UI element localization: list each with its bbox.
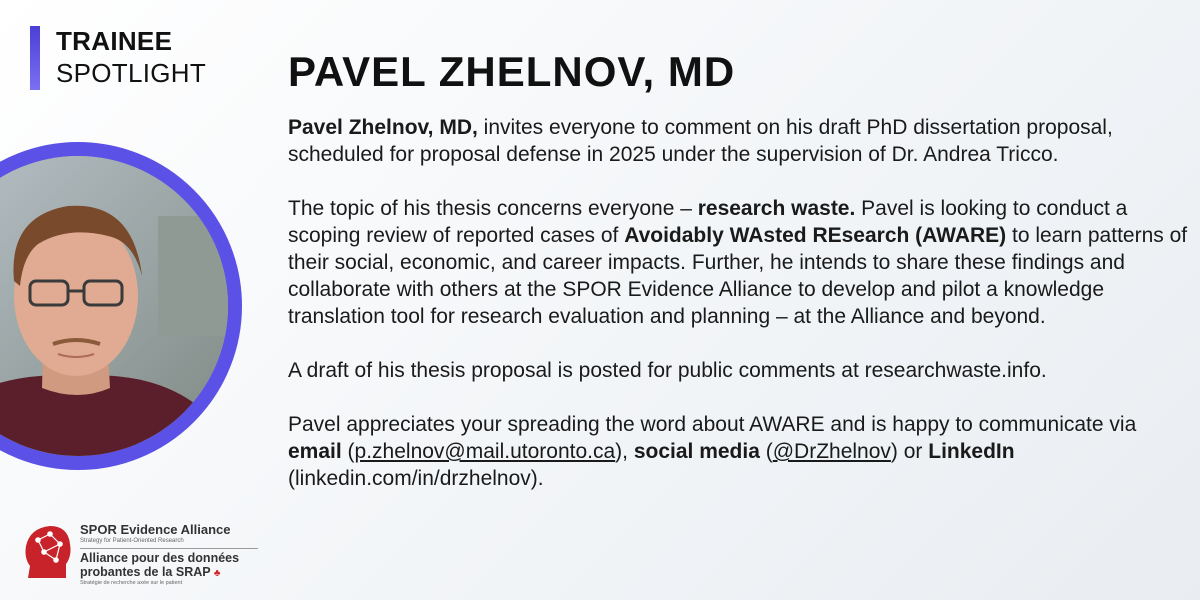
accent-bar (30, 26, 40, 90)
research-waste-emphasis: research waste. (697, 197, 856, 220)
topic-text-1: The topic of his thesis concerns everyone – (288, 197, 698, 220)
logo-french-name-text: Alliance pour des données probantes de la SRAP (80, 551, 240, 579)
topic-text-2: Pavel is looking to conduct a scoping review of reported cases of (288, 197, 1128, 247)
paragraph-contact (288, 411, 1188, 492)
logo-english-tagline: Strategy for Patient-Oriented Research (80, 538, 184, 544)
intro-text: invites everyone to comment on his draft PhD dissertation proposal, scheduled for proposal defense in 2025 under the supervision of Dr. Andrea Tricco. (288, 116, 1113, 166)
paragraph-topic (288, 195, 1188, 330)
contact-text-1: Pavel appreciates your spreading the word about AWARE and is happy to communicate via (288, 413, 1137, 436)
paragraph-draft (288, 357, 1188, 384)
aware-emphasis: Avoidably WAsted REsearch (AWARE) (624, 224, 1007, 247)
contact-text-4: ( (759, 440, 773, 463)
logo-french-tagline: Stratégie de recherche axée sur le patient (80, 580, 183, 586)
maple-leaf-icon: ♣ (213, 568, 221, 579)
spotlight-line-2: SPOTLIGHT (56, 58, 207, 88)
twitter-handle-link[interactable]: @DrZhelnov (772, 440, 891, 463)
draft-text: A draft of his thesis proposal is posted for public comments at researchwaste.info. (288, 359, 1047, 382)
contact-text-2: ( (341, 440, 355, 463)
social-media-label: social media (633, 440, 760, 463)
email-link[interactable]: p.zhelnov@mail.utoronto.ca (354, 440, 616, 463)
linkedin-label: LinkedIn (928, 440, 1015, 463)
paragraph-intro (288, 114, 1188, 168)
head-network-logo-icon (22, 522, 74, 582)
contact-text-3: ), (615, 440, 634, 463)
announcement-body (288, 114, 1188, 492)
spotlight-line-1: TRAINEE (56, 26, 173, 56)
logo-english-name: SPOR Evidence Alliance (80, 522, 231, 537)
topic-text-3: to learn patterns of their social, economic, and career impacts. Further, he intends to share these findings and collaborate with others at the SPOR Evidence Alliance to develop and pilot a knowledge translation tool for research evaluation and planning – at the Alliance and beyond. (288, 224, 1188, 328)
page-title: PAVEL ZHELNOV, MD (288, 48, 736, 95)
email-label: email (288, 440, 342, 463)
portrait-photo (0, 142, 242, 470)
linkedin-url-text: (linkedin.com/in/drzhelnov). (288, 467, 544, 490)
trainee-name: Pavel Zhelnov, MD, (288, 116, 478, 139)
contact-text-5: ) or (890, 440, 929, 463)
logo-divider (80, 548, 258, 549)
logo-french-name (80, 551, 270, 581)
